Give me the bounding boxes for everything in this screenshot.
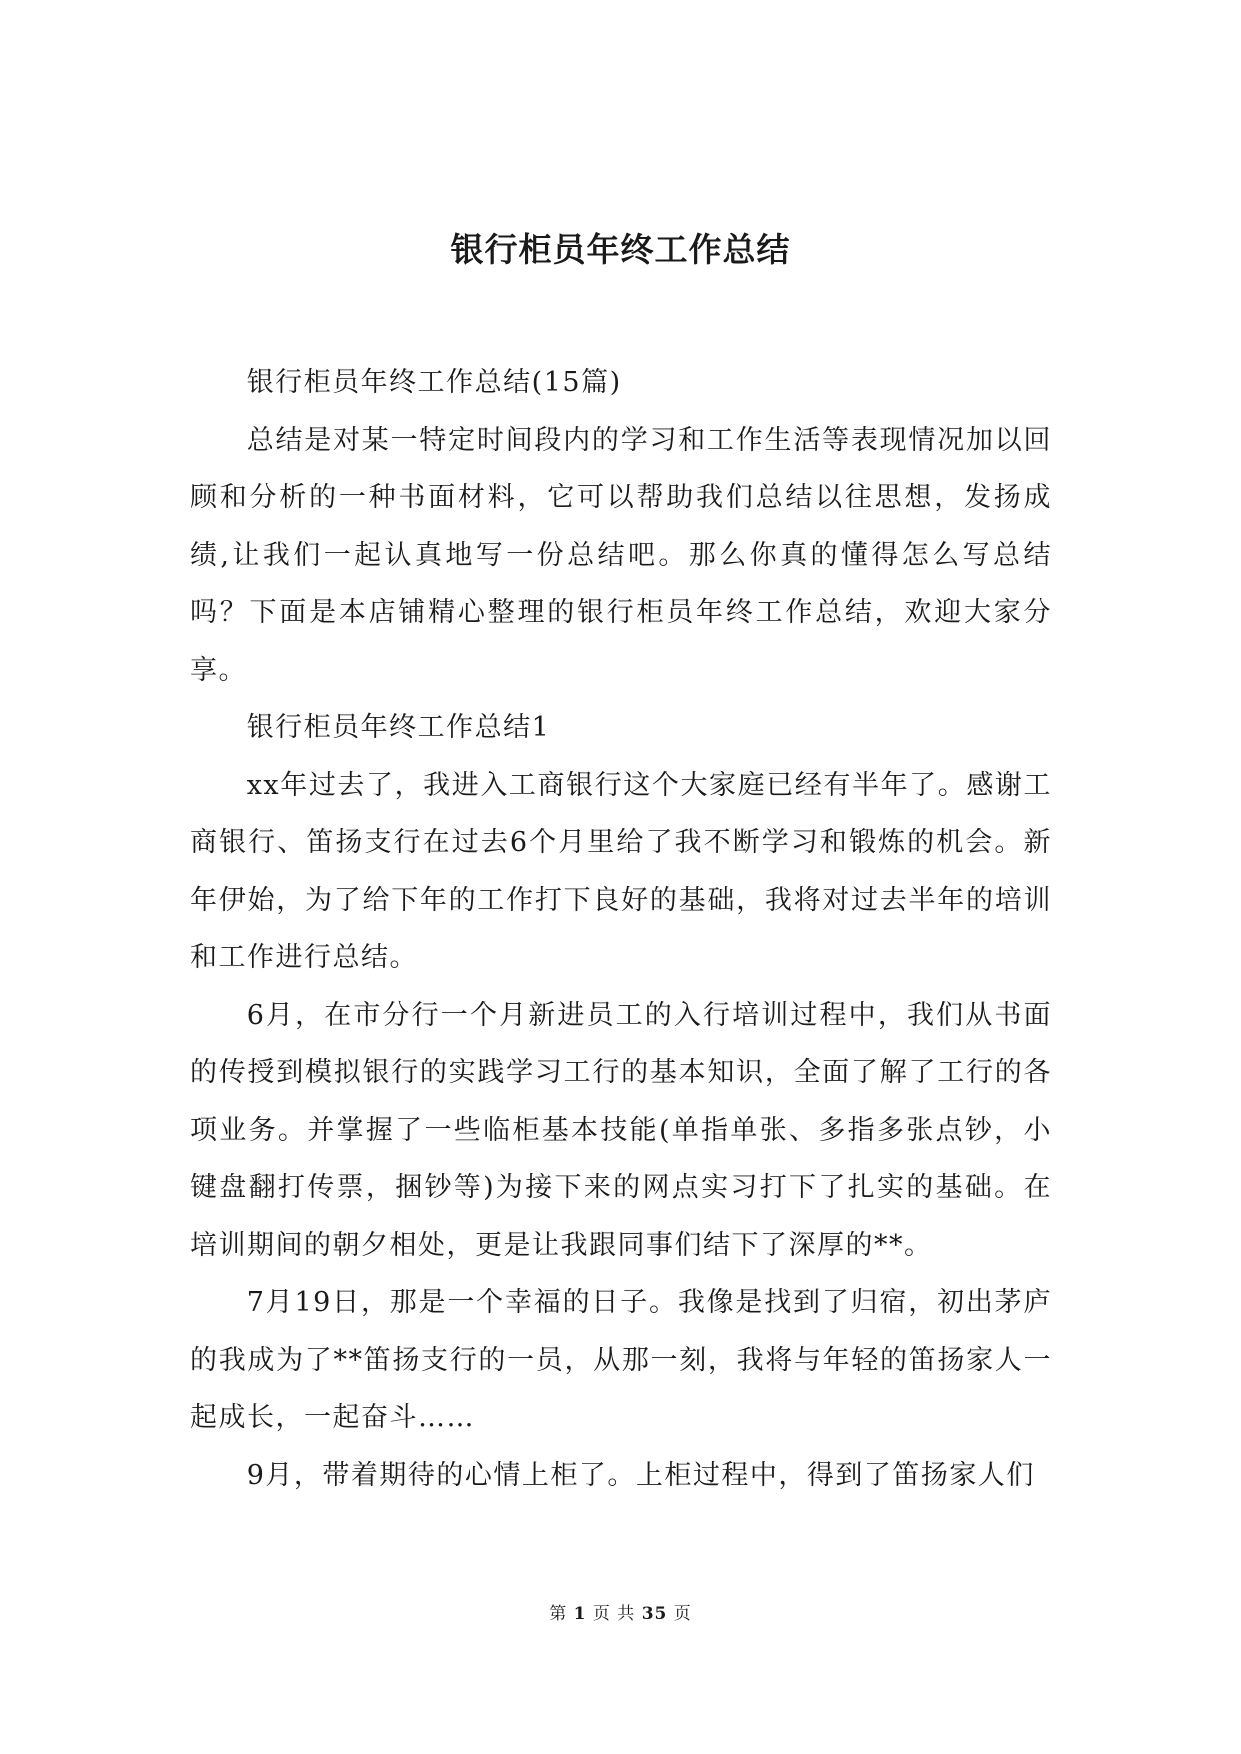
footer-prefix: 第 xyxy=(549,1604,568,1624)
paragraph: 9月，带着期待的心情上柜了。上柜过程中，得到了笛扬家人们 xyxy=(246,1459,1035,1491)
paragraph: 6月，在市分行一个月新进员工的入行培训过程中，我们从书面的传授到模拟银行的实践学习工行的基本知识，全面了解了工行的各项业务。并掌握了一些临柜基本技能(单指单张、多指多张点钞，小键盘翻打传票，捆钞等)为接下来的网点实习打下了扎实的基础。在培训期间的朝夕相处，更是让我跟同事们结下了深厚的**。 xyxy=(190,999,1052,1261)
page-footer xyxy=(0,1602,1241,1626)
footer-middle: 页 共 xyxy=(592,1604,636,1624)
paragraph: 7月19日，那是一个幸福的日子。我像是找到了归宿，初出茅庐的我成为了**笛扬支行的一员，从那一刻，我将与年轻的笛扬家人一起成长，一起奋斗…… xyxy=(190,1287,1052,1433)
paragraph-section-heading: 银行柜员年终工作总结1 xyxy=(246,712,551,743)
footer-suffix: 页 xyxy=(673,1604,692,1624)
document-title: 银行柜员年终工作总结 xyxy=(450,230,791,269)
footer-current-page: 1 xyxy=(573,1604,587,1624)
document-body xyxy=(190,354,1052,1504)
paragraph-intro: 总结是对某一特定时间段内的学习和工作生活等表现情况加以回顾和分析的一种书面材料，它可以帮助我们总结以往思想，发扬成绩,让我们一起认真地写一份总结吧。那么你真的懂得怎么写总结吗？下面是本店铺精心整理的银行柜员年终工作总结，欢迎大家分享。 xyxy=(190,424,1052,686)
footer-total-pages: 35 xyxy=(641,1604,668,1624)
paragraph-subtitle: 银行柜员年终工作总结(15篇) xyxy=(246,367,622,398)
paragraph: xx年过去了，我进入工商银行这个大家庭已经有半年了。感谢工商银行、笛扬支行在过去6个月里给了我不断学习和锻炼的机会。新年伊始，为了给下年的工作打下良好的基础，我将对过去半年的培训和工作进行总结。 xyxy=(190,769,1052,973)
